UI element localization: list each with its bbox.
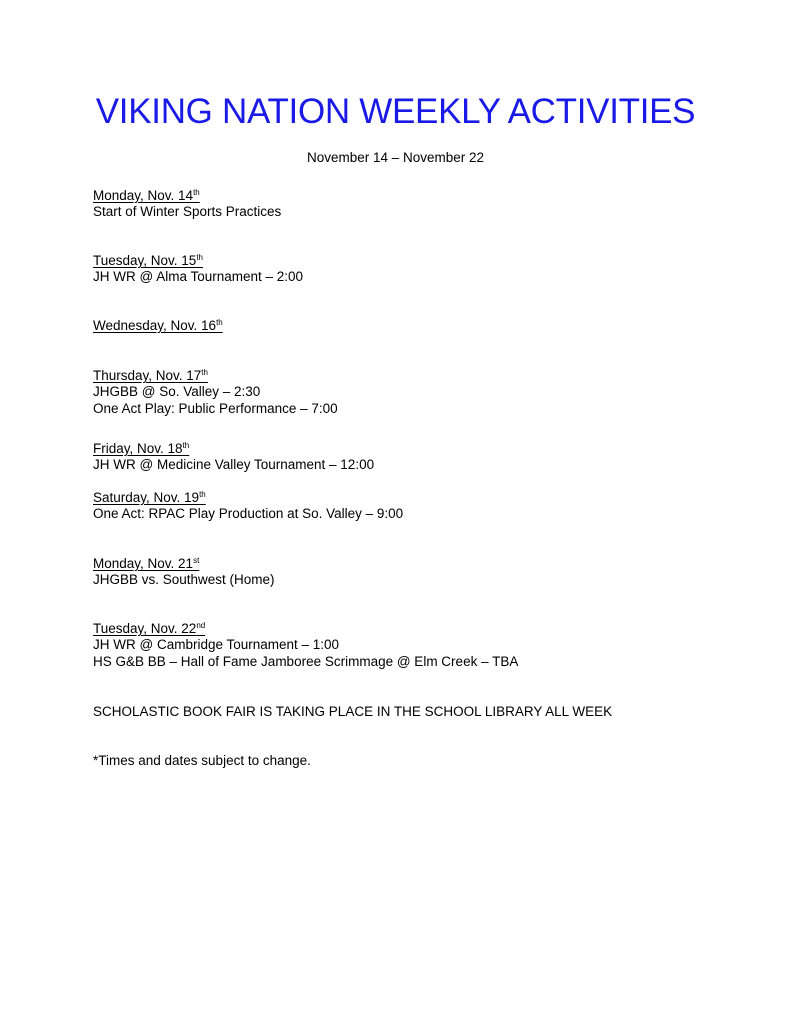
day-block-sat-19 [93,490,403,523]
event-line: JHGBB @ So. Valley – 2:30 [93,384,261,400]
day-heading: Tuesday, Nov. 22nd [93,621,206,636]
event-line: JH WR @ Alma Tournament – 2:00 [93,269,304,285]
event-line: One Act Play: Public Performance – 7:00 [93,400,338,416]
page-title: VIKING NATION WEEKLY ACTIVITIES [95,92,696,131]
day-heading: Wednesday, Nov. 16th [93,318,223,333]
event-line: JH WR @ Cambridge Tournament – 1:00 [93,637,340,653]
day-heading: Tuesday, Nov. 15th [93,253,203,268]
day-block-fri-18 [93,441,374,474]
day-block-wed-16 [93,318,223,334]
day-block-mon-21 [93,556,275,589]
book-fair-notice: SCHOLASTIC BOOK FAIR IS TAKING PLACE IN THE SCHOOL LIBRARY ALL WEEK [93,704,613,719]
event-line: JH WR @ Medicine Valley Tournament – 12:00 [93,457,375,473]
day-block-thu-17 [93,368,338,417]
event-line: HS G&B BB – Hall of Fame Jamboree Scrimmage @ Elm Creek – TBA [93,653,519,669]
day-block-tue-15 [93,253,303,286]
day-heading: Thursday, Nov. 17th [93,368,208,383]
day-heading: Monday, Nov. 21st [93,556,200,571]
day-block-tue-22 [93,621,518,670]
day-heading: Saturday, Nov. 19th [93,490,206,505]
day-block-mon-14 [93,188,281,221]
day-heading: Friday, Nov. 18th [93,441,190,456]
date-range: November 14 – November 22 [306,150,485,165]
event-line: Start of Winter Sports Practices [93,204,282,220]
event-line: One Act: RPAC Play Production at So. Valley – 9:00 [93,506,404,522]
disclaimer: *Times and dates subject to change. [93,753,311,768]
event-line: JHGBB vs. Southwest (Home) [93,572,275,588]
day-heading: Monday, Nov. 14th [93,188,200,203]
